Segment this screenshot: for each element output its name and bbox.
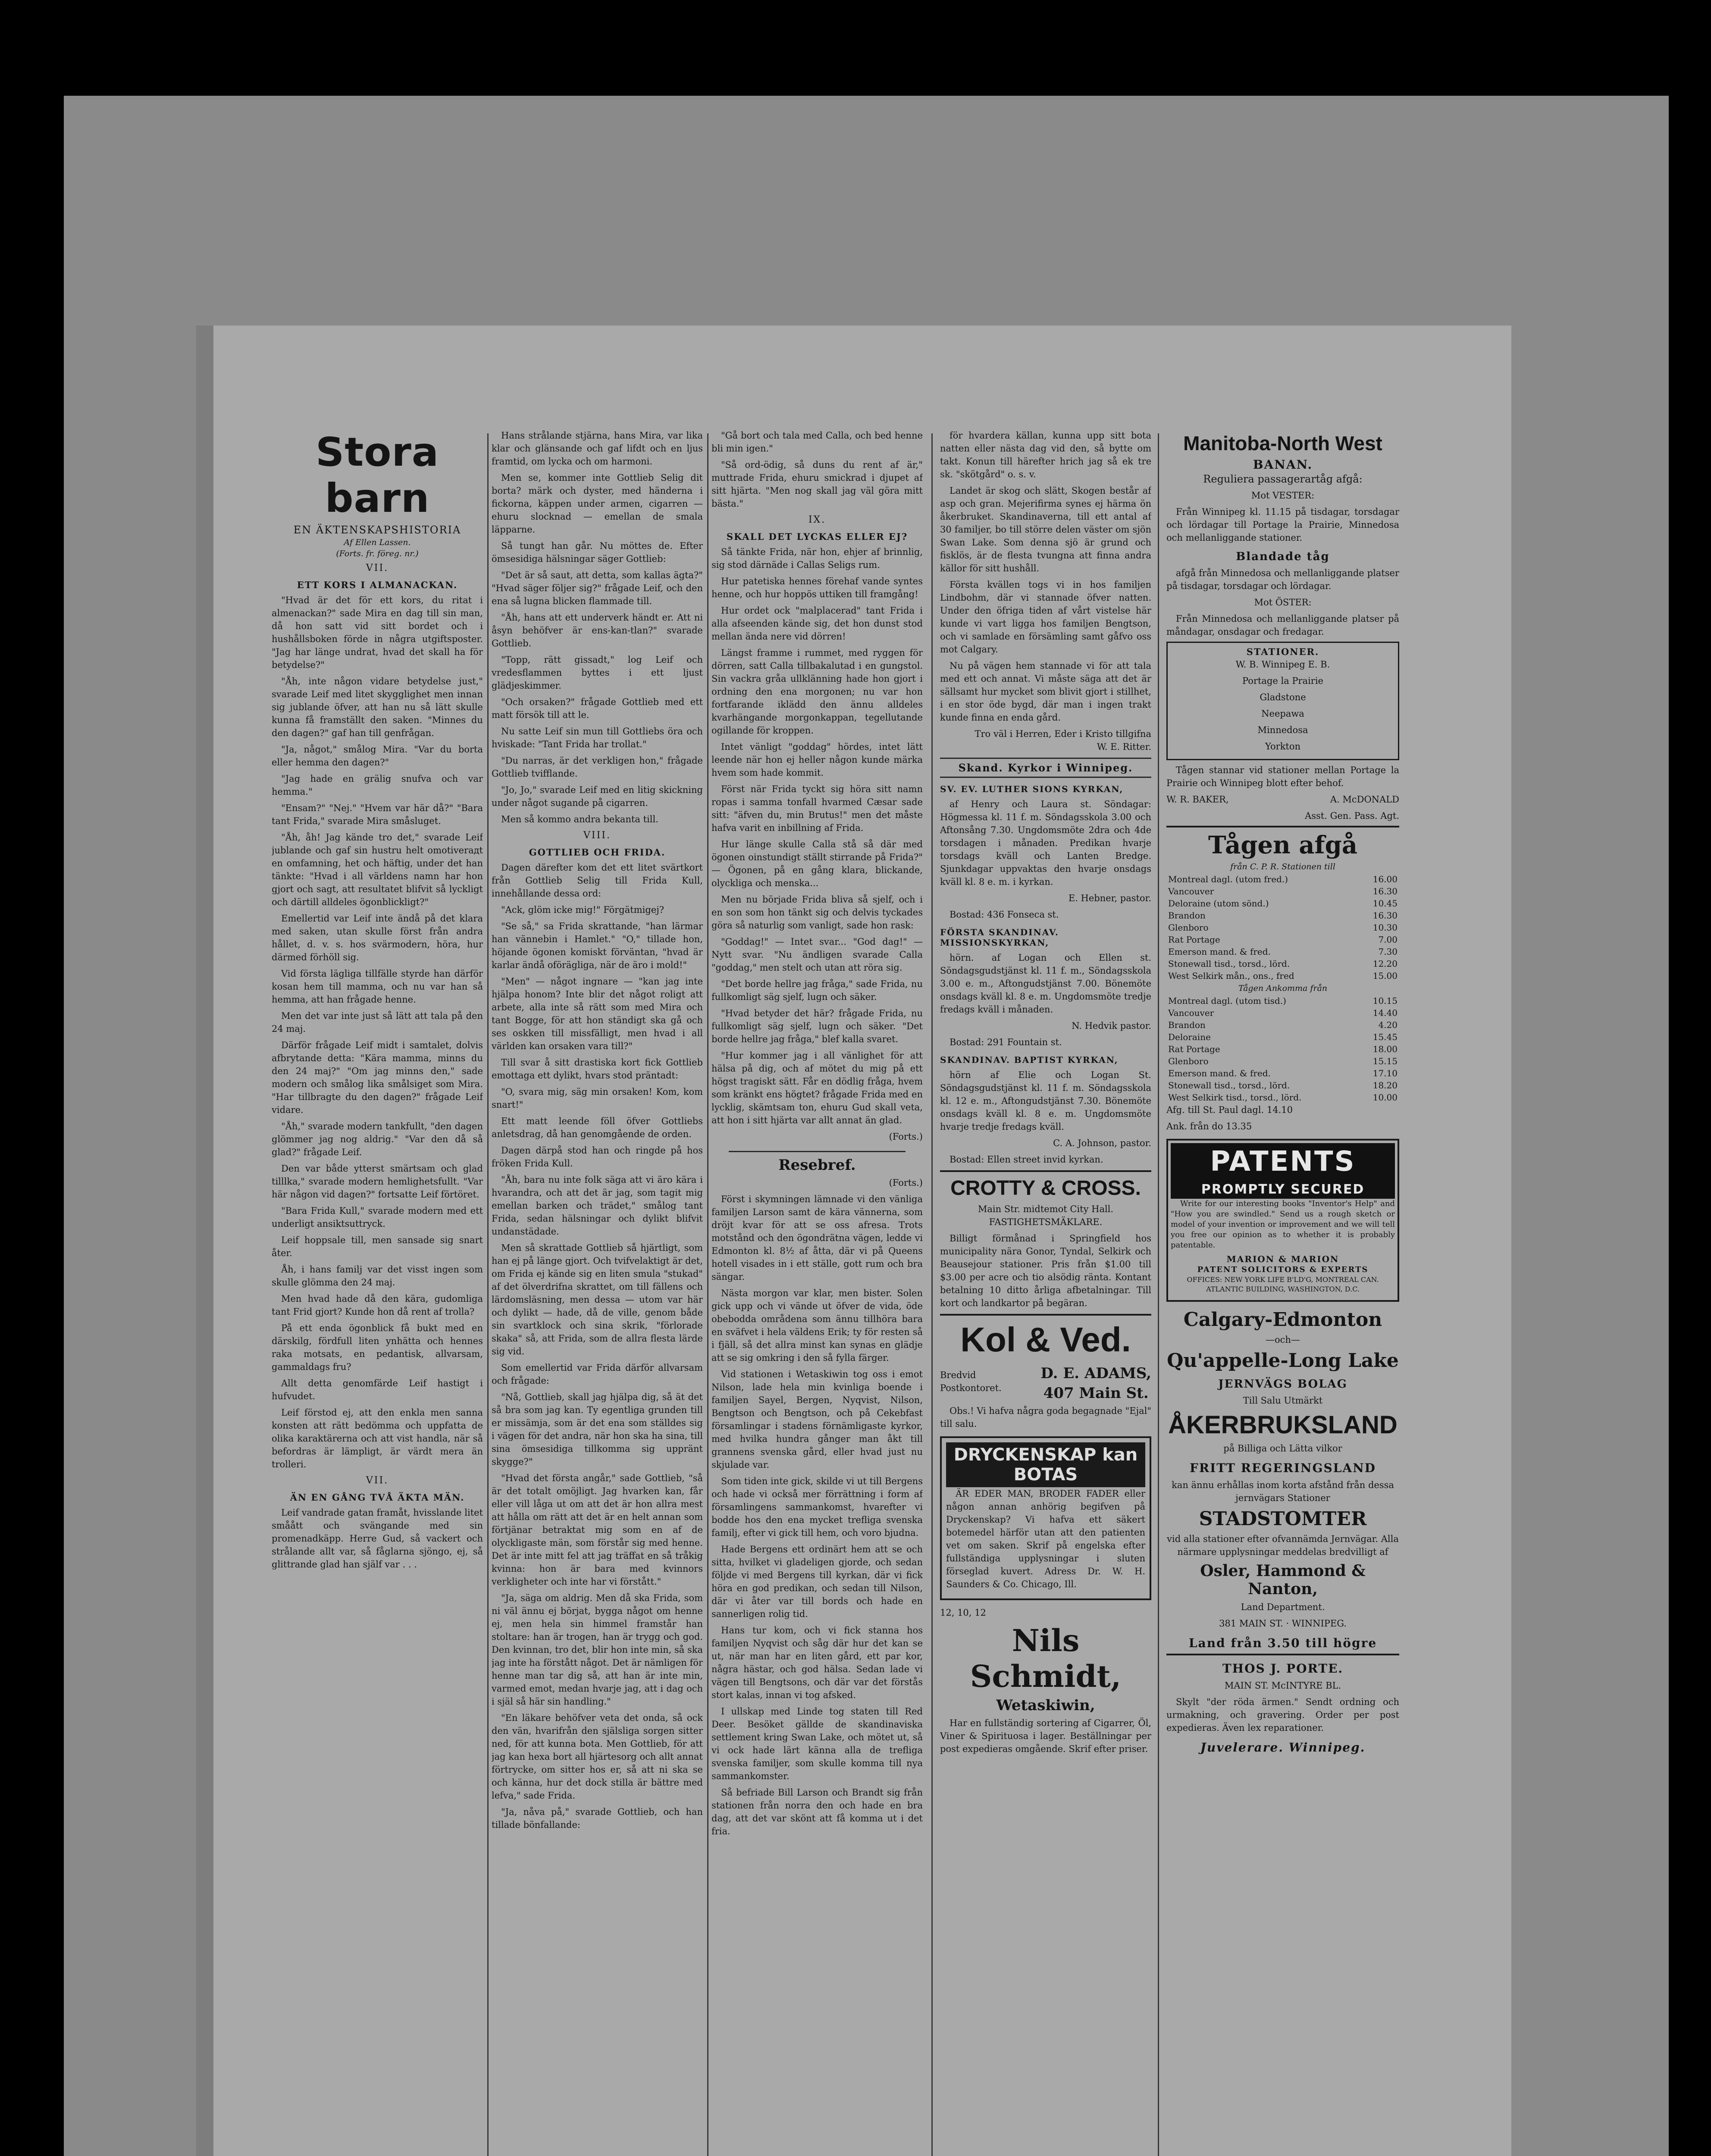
paragraph: "Hvad det första angår," sade Gottlieb, "så är det totalt omöjligt. Jag hvarken kan, får eller vill låga ut om att det är hon allra mest att hålla om rätt att det är en helt annan som förtjänar betraktat mig som en af de olyckligaste män, som förstår sig med henne. Det är inte mitt fel att jag träffat en så tråkig kvinna: hon är bara med kvinnors verkligheter och inte har vi förstått." xyxy=(492,1473,703,1587)
newspaper-page xyxy=(196,326,1511,2156)
paragraph: "Och orsaken?" frågade Gottlieb med ett matt försök till att le. xyxy=(492,697,703,720)
departures-subtitle: från C. P. R. Stationen till xyxy=(1230,862,1335,871)
kol-ad-address: 407 Main St. xyxy=(1043,1385,1149,1402)
paragraph: Allt detta genomfärde Leif hastigt i hufvudet. xyxy=(272,1378,483,1401)
quappelle-ad-title: Qu'appelle-Long Lake xyxy=(1167,1350,1399,1372)
story-author: Af Ellen Lassen. xyxy=(344,538,411,547)
paragraph: Men se, kommer inte Gottlieb Selig dit borta? märk och dyster, med händerna i fickorna, käppen under armen, cigarren — ehuru slocknad — emellan de smala läpparne. xyxy=(492,473,703,535)
paragraph: "Hvad betyder det här? frågade Frida, nu fullkomligt säg sjelf, lugn och säker. "Det borde hellre jag fråga," blef kalla svaret. xyxy=(711,1008,923,1044)
chapter-number: VII. xyxy=(366,1475,389,1486)
table-row xyxy=(1166,1019,1399,1031)
railway-ad-subtitle: BANAN. xyxy=(1253,458,1313,472)
timetable-station: Neepawa xyxy=(1261,708,1304,719)
table-cell: 10.30 xyxy=(1373,922,1398,933)
railway-ad-title: Manitoba-North West xyxy=(1183,432,1382,454)
government-land-heading: FRITT REGERINGSLAND xyxy=(1190,1461,1376,1475)
paragraph: Hans strålande stjärna, hans Mira, var lika klar och glänsande och gaf lifdt och en ljus framtid, om lycka och om harmoni. xyxy=(492,430,703,467)
paragraph: Åh, i hans familj var det visst ingen som skulle glömma den 24 maj. xyxy=(272,1264,483,1288)
kol-ad-row xyxy=(940,1362,1151,1404)
church-directory-header-box xyxy=(940,758,1151,778)
paragraph: "O, svara mig, säg min orsaken! Kom, kom snart!" xyxy=(492,1087,703,1110)
mixed-trains-heading: Blandade tåg xyxy=(1236,550,1330,563)
column-letter-and-ads xyxy=(940,429,1151,2156)
timetable-heading: STATIONER. xyxy=(1246,646,1319,657)
table-cell: 15.15 xyxy=(1373,1056,1398,1066)
column-story-part-2 xyxy=(492,429,703,2156)
patents-ad-firm: MARION & MARION xyxy=(1226,1254,1339,1264)
table-cell: 16.30 xyxy=(1373,886,1398,896)
paragraph: "Ja, nåva på," svarade Gottlieb, och han tillade bönfallande: xyxy=(492,1807,703,1830)
paragraph: "Gå bort och tala med Calla, och bed henne bli min igen." xyxy=(711,430,923,454)
table-row xyxy=(1166,885,1399,897)
farmland-text: på Billiga och Lätta vilkor xyxy=(1223,1443,1342,1454)
paragraph: "Men" — något ingnare — "kan jag inte hjälpa honom? Inte blir det något roligt att arbete, alla inte så rätt som med Mira och tant Bogge, för att hon ständigt ska gå och ses oskken till missfälligt, men hvad i all världen kan orsaken vara till?" xyxy=(492,976,703,1051)
patents-ad-text: Write for our interesting books "Inventor's Help" and "How you are swindled." Send us a rough sketch or model of your invention or improvement and we will tell you free our opinion as to whether it is probably patentable. xyxy=(1171,1199,1395,1250)
chapter-title: GOTTLIEB OCH FRIDA. xyxy=(529,847,666,858)
railway-officials xyxy=(1166,793,1399,809)
letter-signoff: Tro väl i Herren, Eder i Kristo tillgifna W. E. Ritter. xyxy=(975,729,1151,752)
crotty-ad-subtitle: Main Str. midtemot City Hall. FASTIGHETSMÄKLARE. xyxy=(978,1204,1114,1227)
table-cell: 16.00 xyxy=(1373,874,1398,884)
timetable-station: W. B. Winnipeg E. B. xyxy=(1235,659,1330,670)
west-heading: Mot VESTER: xyxy=(1251,490,1315,501)
table-cell: Vancouver xyxy=(1168,1008,1214,1018)
divider xyxy=(1166,1654,1399,1655)
column-rule xyxy=(1158,433,1159,2156)
patents-ad-offices: OFFICES: NEW YORK LIFE B'LD'G, MONTREAL CAN. ATLANTIC BUILDING, WASHINGTON, D.C. xyxy=(1187,1275,1379,1293)
chapter-number: IX. xyxy=(808,514,826,525)
land-department: Land Department. xyxy=(1241,1602,1325,1612)
paragraph: Den var både ytterst smärtsam och glad tilllka," svarade modern hemlighetsfullt. "Var här någon vid dagen?" fortsatte Leif förtöret. xyxy=(272,1163,483,1200)
table-cell: 4.20 xyxy=(1378,1020,1398,1030)
departures-title: Tågen afgå xyxy=(1208,831,1358,859)
crotty-ad-text: Billigt förmånad i Springfield hos municipality nära Gonor, Tyndal, Selkirk och Beausejour stationer. Pris från $1.00 till $3.00 per acre och tio alsödig ränta. Kontant betalning 10 ditto årliga afbetalningar. Till kort och landkartor på begäran. xyxy=(940,1233,1151,1308)
table-cell: Deloraine (utom sönd.) xyxy=(1168,898,1269,909)
patents-ad xyxy=(1166,1139,1399,1302)
table-cell: Stonewall tisd., torsd., lörd. xyxy=(1168,959,1290,969)
arrivals-table xyxy=(1166,995,1399,1103)
paragraph: Nu på vägen hem stannade vi för att tala med ett och annat. Vi måste säga att det är sällsamt hur mycket som blivit gjort i stillhet, i en stor öde bygd, där man i ingen trakt kunde finna en enda gård. xyxy=(940,661,1151,723)
story-subtitle: EN ÄKTENSKAPSHISTORIA xyxy=(293,524,461,536)
chapter-title: ÄN EN GÅNG TVÅ ÄKTA MÄN. xyxy=(290,1492,465,1503)
paragraph: Leif vandrade gatan framåt, hvisslande litet småått och svängande med sin promenadkäpp. Herre Gud, så vackert och strålande allt var, så fåglarna sjöngo, ej, så glittrande glad han själf var . . . xyxy=(272,1507,483,1570)
departures-table xyxy=(1166,873,1399,982)
column-rule xyxy=(931,433,933,2156)
paragraph: "Åh, inte någon vidare betydelse just," svarade Leif med litet skygglighet men innan sig jublande öfver, att han nu så lätt skulle kunna få framställt den saken. "Minnes du den dagen?" gaf han till genfrågan. xyxy=(272,676,483,738)
table-row xyxy=(1166,958,1399,970)
page-edge-shadow xyxy=(196,326,213,2156)
table-cell: Glenboro xyxy=(1168,922,1209,933)
table-cell: 12.20 xyxy=(1373,959,1398,969)
column-advertisements xyxy=(1166,429,1399,2156)
official-name: W. R. BAKER, xyxy=(1166,794,1229,805)
paragraph: Intet vänligt "goddag" hördes, intet lätt leende när hon ej heller någon kunde märka hvem som hade kommit. xyxy=(711,742,923,778)
church-text: hörn af Elie och Logan St. Söndagsgudstjänst kl. 11 f. m. Söndagsskola kl. 12 e. m., Aftongudstjänst 7.30. Bönemöte onsdags kväll kl. 8 e. m. Ungdomsmöte hvarje tredje fredags kväll. xyxy=(940,1070,1151,1132)
paragraph: Vid första lägliga tillfälle styrde han därför kosan hem till mamma, och nu var han så hemma, att han frågade henne. xyxy=(272,968,483,1005)
east-heading: Mot ÖSTER: xyxy=(1254,597,1312,608)
kol-ad-contact xyxy=(1040,1362,1151,1404)
table-row xyxy=(1166,921,1399,934)
paragraph: Till svar å sitt drastiska kort fick Gottlieb emottaga ett dylikt, hvars stod präntadt: xyxy=(492,1057,703,1081)
official-name: A. McDONALD xyxy=(1330,794,1399,805)
church-address: Bostad: 436 Fonseca st. xyxy=(950,909,1059,920)
jeweller-tagline: Juvelerare. Winnipeg. xyxy=(1200,1740,1366,1755)
dryckenskap-ad-text: ÄR EDER MAN, BRODER FADER eller någon annan anhörig begifven på Dryckenskap? Vi hafva ett säkert botemedel härför utan att den patienten vet om saken. Skrif på engelska efter fullständiga upplysningar i sluten förseglad kuvert. Adress Dr. W. H. Saunders & Co. Chicago, Ill. xyxy=(946,1489,1145,1589)
table-cell: 16.30 xyxy=(1373,910,1398,921)
paragraph: Först i skymningen lämnade vi den vänliga familjen Larson samt de kära vännerna, som dröjt kvar för att se oss afresa. Trots motstånd och den ögondrätna vägen, ledde vi Edmonton kl. 8½ af åtta, där vi på Queens hotell visades in i ett ställe, gott rum och bra sängar. xyxy=(711,1194,923,1282)
paragraph: Så tungt han går. Nu möttes de. Efter ömsesidiga hälsningar säger Gottlieb: xyxy=(492,541,703,564)
church-pastor: E. Hebner, pastor. xyxy=(1068,893,1151,903)
jeweller-name: THOS J. PORTE. xyxy=(1222,1661,1344,1676)
government-land-text: kan ännu erhållas inom korta afstånd från dessa jernvägars Stationer xyxy=(1172,1480,1394,1503)
paragraph: Längst framme i rummet, med ryggen för dörren, satt Calla tillbakalutad i en gungstol. Sin vackra gråa ullklänning hade hon gjort i ordning den ena morgonen; nu var hon fortfarande iklädd den ännu alldeles kvarhängande morgonkappan, tegellutande ogillande för kroppen. xyxy=(711,648,923,736)
table-row xyxy=(1166,1067,1399,1079)
railway-ad-intro: Reguliera passagerartåg afgå: xyxy=(1203,473,1363,485)
table-cell: 17.10 xyxy=(1373,1068,1398,1078)
table-cell: Rat Portage xyxy=(1168,934,1220,945)
paragraph: På ett enda ögonblick få bukt med en därskilg, fördfull liten ynhätta och hennes raka motsats, en pedantisk, allvarsam, gammaldags fru? xyxy=(272,1323,483,1372)
paragraph: Men så kommo andra bekanta till. xyxy=(501,814,658,824)
table-row xyxy=(1166,1055,1399,1067)
column-rule xyxy=(487,433,489,2156)
kol-ad-title: Kol & Ved. xyxy=(960,1320,1131,1359)
table-cell: 10.45 xyxy=(1373,898,1398,909)
jeweller-address: MAIN ST. McINTYRE BL. xyxy=(1224,1680,1341,1691)
paragraph: Men så skrattade Gottlieb så hjärtligt, som han ej på länge gjort. Och tvifvelaktigt är det, om Frida ej kände sig en liten smula "stukad" af det ölverdrifna skrattet, om till fällens och lärdomsläsning, men dessa — utom var här och dylikt — hade, då de ville, genom både sin svartklock och sina skrik, "förlorade skaka" så, att Frida, som de allra flesta lärde sig vid. xyxy=(492,1243,703,1357)
chapter-number: VIII. xyxy=(583,830,611,841)
divider xyxy=(729,1151,906,1152)
timetable-box xyxy=(1166,642,1399,760)
paragraph: "Goddag!" — Intet svar... "God dag!" — Nytt svar. "Nu ändligen svarade Calla "goddag," men stelt och utan att röra sig. xyxy=(711,937,923,973)
farmland-heading: ÅKERBRUKSLAND xyxy=(1168,1411,1398,1439)
story-continuation: (Forts. fr. föreg. nr.) xyxy=(336,549,419,558)
paragraph: Hur ordet ock "malplacerad" tant Frida i alla afseenden kände sig, det hon dunst stod mellan ända nere vid dörren! xyxy=(711,605,923,642)
story-continuation: (Forts.) xyxy=(889,1131,923,1142)
chapter-title: ETT KORS I ALMANACKAN. xyxy=(297,580,458,590)
paragraph: Emellertid var Leif inte ändå på det klara med saken, utan skulle först från andra hållet, d. v. s. hos svärmodern, höra, hur därmed förhöll sig. xyxy=(272,913,483,962)
paragraph: Vid stationen i Wetaskiwin tog oss i emot Nilson, lade hela min kvinliga boende i familjen Sayel, Bergen, Nyqvist, Nilson, Bengtson och Bengtson, och på Cekebfast församlingar i stadens förnämligaste kyrkor, med hvilka hundra gånger man åkt till grannens svenska gård, eller hvad just nu skjulade var. xyxy=(711,1369,923,1470)
kol-ad-note: Obs.! Vi hafva några goda begagnade "Ejal" till salu. xyxy=(940,1406,1151,1429)
paragraph: Första kvällen togs vi in hos familjen Lindbohm, där vi stannade öfver natten. Under den öfriga tiden af vårt vistelse här kunde vi vart ligga hos familjen Bengtson, och vi samlade en försämling samt gåfvo oss mot Calgary. xyxy=(940,580,1151,655)
chapter-title: SKALL DET LYCKAS ELLER EJ? xyxy=(726,531,908,542)
letter-continuation: (Forts.) xyxy=(889,1178,923,1188)
paragraph: "Ja, säga om aldrig. Men då ska Frida, som ni väl ännu ej börjat, bygga något om henne ej, men hela sin himmel framstår han stoltare: han är trogen, han är trygg och god. Den kvinnan, tro det, blir hon inte min, så ska jag inte ha förstått något. Det är nämligen för henne man tar dig så, att han är inte min, varmed emot, medan hvarje jag, att i dag och i själ så här sin handling." xyxy=(492,1593,703,1707)
timetable-station: Portage la Prairie xyxy=(1242,676,1323,686)
table-cell: West Selkirk tisd., torsd., lörd. xyxy=(1168,1092,1302,1103)
paragraph: Men hvad hade då den kära, gudomliga tant Frid gjort? Kunde hon då rent af trolla? xyxy=(272,1294,483,1317)
table-cell: 18.20 xyxy=(1373,1080,1398,1091)
paragraph: "Ja, något," smålog Mira. "Var du borta eller hemma den dagen?" xyxy=(272,744,483,768)
letter-title: Resebref. xyxy=(778,1156,856,1174)
table-cell: Montreal dagl. (utom tisd.) xyxy=(1168,996,1286,1006)
dryckenskap-ad xyxy=(940,1436,1151,1600)
town-lots-text: vid alla stationer efter ofvannämda Jernvägar. Alla närmare upplysningar meddelas bredvilligt af xyxy=(1167,1534,1399,1557)
timetable-note: Tågen stannar vid stationer mellan Portage la Prairie och Winnipeg blott efter behof. xyxy=(1166,765,1399,788)
church-title: FÖRSTA SKANDINAV. MISSIONSKYRKAN, xyxy=(940,927,1059,948)
divider xyxy=(940,1170,1151,1172)
table-cell: 10.15 xyxy=(1373,996,1398,1006)
kol-ad-location: Bredvid Postkontoret. xyxy=(940,1370,1002,1393)
church-address: Bostad: Ellen street invid kyrkan. xyxy=(950,1154,1103,1165)
table-cell: Montreal dagl. (utom fred.) xyxy=(1168,874,1288,884)
paragraph: Så tänkte Frida, när hon, ehjer af brinnlig, sig stod därnäde i Callas Seligs rum. xyxy=(711,547,923,570)
paragraph: Hur länge skulle Calla stå så där med ögonen oinstundigt ställt stirrande på Frida?" — Ögonen, på en gång klara, blickande, olyckliga och menska... xyxy=(711,839,923,888)
table-cell: Brandon xyxy=(1168,1020,1206,1030)
paragraph: Men nu började Frida bliva så sjelf, och i en son som hon tänkt sig och delvis tyckades göra så naturlig som vanligt, sade hon rask: xyxy=(711,894,923,931)
for-sale-label: Till Salu Utmärkt xyxy=(1243,1395,1323,1406)
table-row xyxy=(1166,946,1399,958)
timetable-station: Yorkton xyxy=(1265,741,1301,752)
paragraph: Landet är skog och slätt, Skogen består af asp och gran. Mejerifirma synes ej härma ön åkerbruket. Skandinaverna, till ett antal af 30 familjer, bo till större delen väster om sjön Swan Lake. Som denna sjö är grund och fisklös, är de flesta tvungna att finna andra källor för sitt hushåll. xyxy=(940,486,1151,573)
table-row xyxy=(1166,970,1399,982)
jeweller-text: Skylt "der röda ärmen." Sendt ordning och urmakning, och gravering. Order per post expedieras. Även lex reparationer. xyxy=(1166,1697,1399,1733)
table-row xyxy=(1166,909,1399,921)
paragraph: "Åh, åh! Jag kände tro det," svarade Leif jublande och gaf sin hustru helt omotiverадt en omfamning, het och häftig, under det han tänkte: "Hvad i all världens namn har hon gjort och sagt, att resultatet blifvit så lyckligt och därtill alldeles ögonblickligt?" xyxy=(272,832,483,907)
table-row xyxy=(1166,1043,1399,1055)
table-cell: Deloraine xyxy=(1168,1032,1211,1042)
church-directory-header: Skand. Kyrkor i Winnipeg. xyxy=(958,761,1133,774)
paragraph: Dagen därpå stod han och ringde på hos fröken Frida Kull. xyxy=(492,1145,703,1169)
table-cell: 7.00 xyxy=(1378,934,1398,945)
paragraph: "Åh, hans att ett underverk händt er. Att ni åsyn behöfver är ens-kan-tlan?" svarade Gottlieb. xyxy=(492,612,703,649)
church-address: Bostad: 291 Fountain st. xyxy=(950,1037,1062,1047)
church-text: af Henry och Laura st. Söndagar: Högmessa kl. 11 f. m. Söndagsskola 3.00 och Aftonsång 7.30. Ungdomsmöte 2dra och 4de torsdagen i månaden. Predikan hvarje torsdags kväll och Lanten Bredge. Sjunkdagar uppvaktas den hvarje onsdags kväll kl. 8 e. m. i kyrkan. xyxy=(940,799,1151,887)
table-cell: Emerson mand. & fred. xyxy=(1168,1068,1271,1078)
paragraph: "Åh," svarade modern tankfullt, "den dagen glömmer jag nog aldrig." "Var den då så glad?" frågade Leif. xyxy=(272,1121,483,1157)
paragraph: "Jo, Jo," svarade Leif med en litig skickning under något sugande på cigarren. xyxy=(492,785,703,808)
paragraph: Som tiden inte gick, skilde vi ut till Bergens och hade vi också mer förrättning i form af församlingens sammankomst, hvarefter vi bodde hos den ena mycket trefliga svenska familj, efter vi gick till hem, och voro bjudna. xyxy=(711,1476,923,1538)
table-cell: Emerson mand. & fred. xyxy=(1168,946,1271,957)
paragraph: "Hur kommer jag i all vänlighet för att hälsa på dig, och af mötet du mig på ett högst tragiskt sätt. Får en dödlig fråga, hvem som kränkt ens högtet? frågade Frida med en lycklig, skämtsam ton, ehuru Gud skall veta, att hon i sitt hjärta var allt annat än glad. xyxy=(711,1050,923,1125)
paragraph: "Ack, glöm icke mig!" Förgätmigej? xyxy=(501,905,664,915)
table-row xyxy=(1166,934,1399,946)
paragraph: Leif hoppsale till, men sansade sig snart åter. xyxy=(272,1235,483,1258)
mixed-trains-text: afgå från Minnedosa och mellanliggande platser på tisdagar, torsdagar och lördagar. xyxy=(1166,568,1399,591)
crotty-ad-title: CROTTY & CROSS. xyxy=(950,1177,1141,1200)
land-agent-name: Osler, Hammond & Nanton, xyxy=(1200,1562,1366,1598)
paragraph: Nästa morgon var klar, men bister. Solen gick upp och vi vände ut öfver de vida, öde obebodda områdena som ännu tillhöra bara en sväfvet i hela väldens Erik; ty för resten så i fjäll, så det allra minst kan synas en glädje att se sig omkring i den så fylla färger. xyxy=(711,1288,923,1363)
church-title: SKANDINAV. BAPTIST KYRKAN, xyxy=(940,1055,1119,1065)
st-paul-departure: Afg. till St. Paul dagl. 14.10 xyxy=(1166,1105,1293,1115)
column-rule xyxy=(707,433,708,2156)
paragraph: "Jag hade en grälig snufva och var hemma." xyxy=(272,774,483,797)
table-row xyxy=(1166,1091,1399,1103)
table-cell: 7.30 xyxy=(1378,946,1398,957)
official-title: Asst. Gen. Pass. Agt. xyxy=(1305,811,1399,821)
timetable-station: Gladstone xyxy=(1260,692,1306,702)
story-title: Stora barn xyxy=(316,429,439,521)
paragraph: "Det är så saut, att detta, som kallas ägta?" "Hvad säger följer sig?" frågade Leif, och den ena så lugna blicken flammade till. xyxy=(492,570,703,606)
table-cell: 14.40 xyxy=(1373,1008,1398,1018)
nils-ad-town: Wetaskiwin, xyxy=(996,1697,1095,1714)
table-row xyxy=(1166,1007,1399,1019)
paragraph: "Ensam?" "Nej." "Hvem var här då?" "Bara tant Frida," svarade Mira småsluget. xyxy=(272,803,483,826)
st-paul-arrival: Ank. från do 13.35 xyxy=(1166,1121,1252,1131)
paragraph: "Se så," sa Frida skrattande, "han lärmar han vännebin i Hamlet." "O," tillade hon, höjande ögonen komiskt förväntan, "hvad är karlar ändå oförägliga, när de äro i mold!" xyxy=(492,921,703,970)
paragraph: Ett matt leende föll öfver Gottliebs anletsdrag, då han genomgående de orden. xyxy=(492,1116,703,1139)
paragraph: "Nå, Gottlieb, skall jag hjälpa dig, så ät det så bra som jag kan. Ty egentliga grunden till er missämja, som är det ena som ställdes sig i vägen för det andra, när hon ska ha sina, till sina ömsesidiga tillkomma sig uppränt skygge?" xyxy=(492,1392,703,1467)
table-cell: Vancouver xyxy=(1168,886,1214,896)
paragraph: "Det borde hellre jag fråga," sade Frida, nu fullkomligt säg sjelf, lugn och säker. xyxy=(711,979,923,1002)
paragraph: Dagen därefter kom det ett litet svärtkort från Gottlieb Selig till Frida Kull, innehållande dessa ord: xyxy=(492,862,703,899)
calgary-ad-title: Calgary-Edmonton xyxy=(1183,1309,1382,1331)
patents-ad-firm-subtitle: PATENT SOLICITORS & EXPERTS xyxy=(1197,1265,1369,1274)
table-cell: Rat Portage xyxy=(1168,1044,1220,1054)
paragraph: "En läkare behöfver veta det onda, så ock den vän, hvarifrån den själsliga sorgen sitter ned, för att kunna bota. Men Gottlieb, för att jag kan hexa bort all hjärtesorg och allt annat förtrycke, om sitter hos er, så att ni ska se och känna, hur det dock stilla är bättre med lefva," sade Frida. xyxy=(492,1713,703,1801)
church-pastor: C. A. Johnson, pastor. xyxy=(1053,1138,1151,1148)
paragraph: Hade Bergens ett ordinärt hem att se och sitta, hvilket vi gladeligen gjorde, och sedan följde vi med Bergens till kyrkan, där vi fick höra en god predikan, och sedan till Nilson, där vi åter var till bords och hade en sannerligen rolig tid. xyxy=(711,1544,923,1619)
table-row xyxy=(1166,1079,1399,1091)
town-lots-heading: STADSTOMTER xyxy=(1199,1508,1367,1530)
paragraph: Så befriade Bill Larson och Brandt sig från stationen från norra den och hade en bra dag, att det var skönt att få komma ut i det fria. xyxy=(711,1787,923,1836)
divider xyxy=(1166,826,1399,827)
east-text: Från Minnedosa och mellanliggande platser på måndagar, onsdagar och fredagar. xyxy=(1166,614,1399,637)
paragraph: "Hvad är det för ett kors, du ritat i almenackan?" sade Mira en dag till sin man, då hon satt vid sitt bordet och i hushållsboken förde in några utgiftsposter. "Jag har länge undrat, hvad det skall ha för betydelse?" xyxy=(272,595,483,670)
dryckenskap-ad-title: DRYCKENSKAP kan BOTAS xyxy=(946,1442,1145,1487)
patents-ad-subtitle: PROMPTLY SECURED xyxy=(1171,1180,1395,1199)
table-row xyxy=(1166,897,1399,909)
table-cell: West Selkirk mån., ons., fred xyxy=(1168,971,1294,981)
paragraph: Hur patetiska hennes förehaf vande syntes henne, och hur hoppös uttiken till framgång! xyxy=(711,576,923,599)
ad-reference: 12, 10, 12 xyxy=(940,1608,986,1618)
paragraph: "Så ord-ödig, så duns du rent af är," muttrade Frida, ehuru smickrad i djupet af sitt hjärta. "Men nog skall jag väl göra mitt bästa." xyxy=(711,460,923,509)
table-cell: 15.45 xyxy=(1373,1032,1398,1042)
paragraph: Därför frågade Leif midt i samtalet, dolvis afbrytande detta: "Kära mamma, minns du den 24 maj?" "Om jag minns den," sade modern och smålog lika smålsiget som Mira. "Har tillbragte du den dagen?" frågade Leif vidare. xyxy=(272,1040,483,1115)
kol-ad-name: D. E. ADAMS, xyxy=(1040,1365,1151,1382)
table-cell: 18.00 xyxy=(1373,1044,1398,1054)
paragraph: "Topp, rätt gissadt," log Leif och vredesflammen byttes i ett ljust glädjeskimmer. xyxy=(492,655,703,691)
table-cell: 15.00 xyxy=(1373,971,1398,981)
column-story-part-1 xyxy=(272,429,483,2156)
nils-ad-text: Har en fullständig sortering af Cigarrer, Öl, Viner & Spirituosa i lager. Beställningar per post expedieras omgående. Skrif efter priser. xyxy=(940,1718,1151,1754)
table-row xyxy=(1166,995,1399,1007)
calgary-ad-och: —och— xyxy=(1266,1335,1300,1345)
timetable-station: Minnedosa xyxy=(1257,725,1308,735)
land-agent-address: 381 MAIN ST. · WINNIPEG. xyxy=(1219,1618,1347,1629)
church-pastor: N. Hedvik pastor. xyxy=(1072,1021,1151,1031)
table-cell: 10.00 xyxy=(1373,1092,1398,1103)
church-text: hörn. af Logan och Ellen st. Söndagsgudstjänst kl. 11 f. m., Söndagsskola 3.00 e. m., Aftongudstjänst 7.00. Bönemöte onsdags kväll kl. 8 e. m. Ungdomsmöte tredje fredags kväll i månaden. xyxy=(940,953,1151,1015)
patents-ad-title: PATENTS xyxy=(1171,1143,1395,1180)
divider xyxy=(940,1314,1151,1316)
table-cell: Glenboro xyxy=(1168,1056,1209,1066)
paragraph: "Bara Frida Kull," svarade modern med ett underligt ansiktsuttryck. xyxy=(272,1206,483,1229)
paragraph: Nu satte Leif sin mun till Gottliebs öra och hviskade: "Tant Frida har trollat." xyxy=(492,726,703,749)
church-title: SV. EV. LUTHER SIONS KYRKAN, xyxy=(940,784,1124,794)
paragraph: Men det var inte just så lätt att tala på den 24 maj. xyxy=(272,1011,483,1034)
land-price: Land från 3.50 till högre xyxy=(1188,1636,1377,1650)
paragraph: för hvardera källan, kunna upp sitt bota natten eller nästa dag vid den, så bytte om takt. Konun till härefter hrich jag så ek tre sk. "skötgård" o. s. v. xyxy=(940,430,1151,479)
paragraph: Leif förstod ej, att den enkla men sanna konsten att rätt bedömma och uppfatta de olika karaktärerna och att vist handla, när så befordras är lämpligt, är värdt mera än trolleri. xyxy=(272,1407,483,1470)
paragraph: Först när Frida tyckt sig höra sitt namn ropas i samma tonfall hvarmed Cæsar sade sitt: "äfven du, min Brutus!" men det måste hafva varit en inbillning af Frida. xyxy=(711,784,923,833)
arrivals-heading: Tågen Ankomma från xyxy=(1238,984,1328,993)
paragraph: Hans tur kom, och vi fick stanna hos familjen Nyqvist och såg där hur det kan se ut, när man har en liten gård, ett par kor, några hästar, och god hälsa. Sedan lade vi vägen till Bengtsons, och där var det förstås stort kalas, innan vi tog afsked. xyxy=(711,1625,923,1700)
paragraph: "Du narras, är det verkligen hon," frågade Gottlieb tvifflande. xyxy=(492,755,703,779)
railway-company: JERNVÄGS BOLAG xyxy=(1218,1378,1347,1391)
paragraph: Som emellertid var Frida därför allvarsam och frågade: xyxy=(492,1363,703,1386)
chapter-number: VII. xyxy=(366,563,389,573)
table-cell: Brandon xyxy=(1168,910,1206,921)
table-row xyxy=(1166,873,1399,885)
paragraph: I ullskap med Linde tog staten till Red Deer. Besöket gällde de skandinaviska settlement kring Swan Lake, och mötet ut, så vi ock hade lärt känna alla de trefliga svenska familjer, som skulle komma till nya sammankomster. xyxy=(711,1706,923,1781)
nils-ad-title: Nils Schmidt, xyxy=(970,1623,1122,1694)
column-story-part-3 xyxy=(711,429,923,2156)
table-cell: Stonewall tisd., torsd., lörd. xyxy=(1168,1080,1290,1091)
west-text: Från Winnipeg kl. 11.15 på tisdagar, torsdagar och lördagar till Portage la Prairie, Minnedosa och mellanliggande stationer. xyxy=(1166,507,1399,543)
table-row xyxy=(1166,1031,1399,1043)
paragraph: "Åh, bara nu inte folk säga att vi äro kära i hvarandra, och att det är jag, som tagit mig emellan barken och trädet," smålog tant Frida, sedan hälsningar och dylikt blifvit undanstädade. xyxy=(492,1175,703,1237)
